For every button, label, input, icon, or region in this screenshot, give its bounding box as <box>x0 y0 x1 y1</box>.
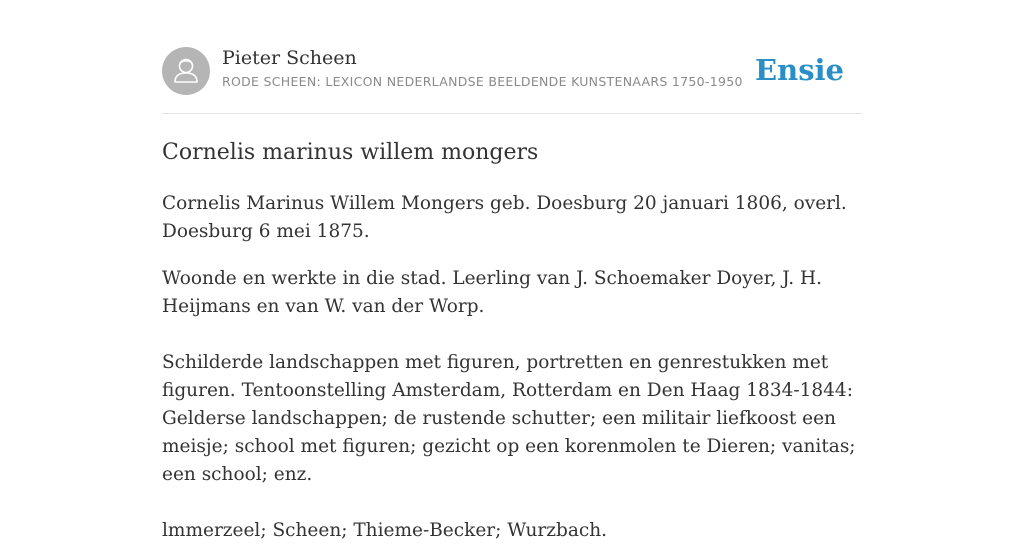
paragraph-biography: Cornelis Marinus Willem Mongers geb. Doesburg 20 januari 1806, overl. Doesburg 6 mei 1875. <box>162 193 847 242</box>
paragraph-gap <box>162 321 864 349</box>
header-divider <box>162 113 862 114</box>
article-body <box>162 190 864 545</box>
page-title: Cornelis marinus willem mongers <box>162 140 539 165</box>
paragraph-references: lmmerzeel; Scheen; Thieme-Becker; Wurzbach. <box>162 520 608 541</box>
paragraph-works: Schilderde landschappen met figuren, portretten en genrestukken met figuren. Tentoonstelling Amsterdam, Rotterdam en Den Haag 1834-1844: Gelderse landschappen; de rustende schutter; een militair liefkoost een meisje; school met figuren; gezicht op een korenmolen te Dieren; vanitas; een school; enz. <box>162 352 856 485</box>
source-label[interactable]: RODE SCHEEN: LEXICON NEDERLANDSE BEELDENDE KUNSTENAARS 1750-1950 <box>222 74 743 89</box>
article-header <box>162 46 862 96</box>
paragraph-gap <box>162 489 864 517</box>
author-name[interactable]: Pieter Scheen <box>222 47 357 69</box>
paragraph-training: Woonde en werkte in die stad. Leerling van J. Schoemaker Doyer, J. H. Heijmans en van W. van der Worp. <box>162 268 823 317</box>
user-icon <box>162 47 210 95</box>
ensie-logo[interactable]: Ensie <box>755 53 844 87</box>
avatar[interactable] <box>162 47 210 95</box>
